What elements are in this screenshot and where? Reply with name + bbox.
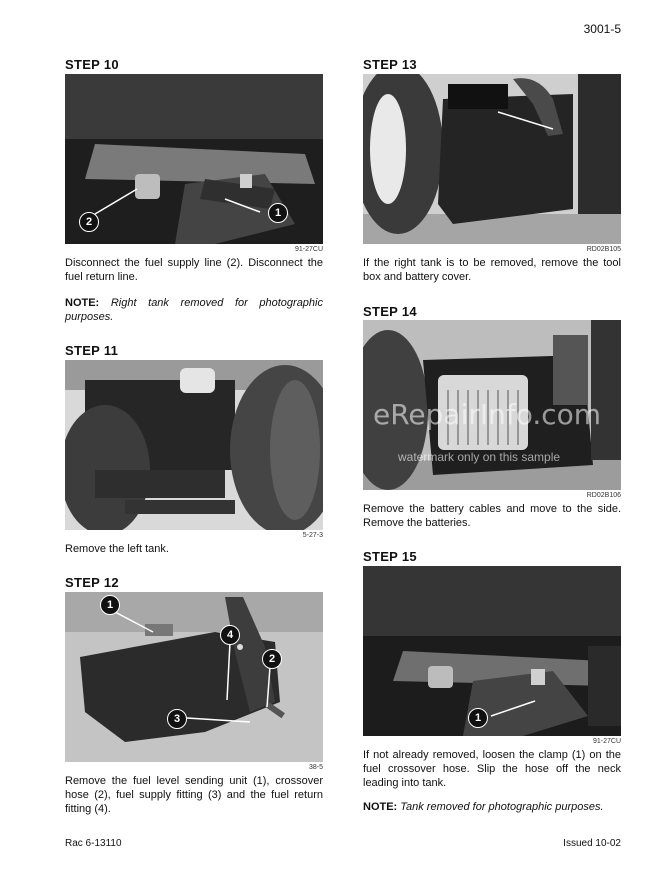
step-15-text: If not already removed, loosen the clamp (1) on the fuel crossover hose. Slip the hose off the neck leading into tank. — [363, 749, 621, 789]
step-11-title: STEP 11 — [65, 343, 119, 358]
step-11-figure-code: 5-27-3 — [302, 532, 323, 539]
step-12-text: Remove the fuel level sending unit (1), crossover hose (2), fuel supply fitting (3) and the fuel return fitting (4). — [65, 775, 323, 815]
step-12-callout-1: 1 — [100, 595, 120, 615]
step-13-title: STEP 13 — [363, 57, 417, 72]
step-10-title: STEP 10 — [65, 57, 119, 72]
step-15-figure-code: 91-27CU — [592, 738, 621, 745]
step-15-callout-1: 1 — [468, 708, 488, 728]
step-14-text: Remove the battery cables and move to the side. Remove the batteries. — [363, 503, 621, 529]
note-label: NOTE: — [65, 297, 100, 309]
step-12-callout-4: 4 — [220, 625, 240, 645]
footer-document-number: Rac 6-13110 — [65, 838, 122, 849]
step-14-figure-code: RD02B106 — [586, 492, 621, 499]
step-13-photo — [363, 74, 621, 244]
step-10-callout-1: 1 — [268, 203, 288, 223]
step-10-text: Disconnect the fuel supply line (2). Disconnect the fuel return line. — [65, 257, 323, 283]
watermark-title: eRepairInfo.com — [373, 398, 602, 431]
step-14-photo — [363, 320, 621, 490]
step-10-callout-2: 2 — [79, 212, 99, 232]
page-number: 3001-5 — [583, 22, 621, 36]
step-12-photo — [65, 592, 323, 762]
step-11-photo — [65, 360, 323, 530]
note-label: NOTE: — [363, 801, 398, 813]
step-14-title: STEP 14 — [363, 304, 417, 319]
watermark-subtitle: watermark only on this sample — [398, 450, 561, 464]
step-10-photo — [65, 74, 323, 244]
step-12-title: STEP 12 — [65, 575, 119, 590]
step-15-title: STEP 15 — [363, 549, 417, 564]
step-11-text: Remove the left tank. — [65, 543, 169, 555]
footer-issue-date: Issued 10-02 — [563, 838, 621, 849]
step-10-figure-code: 91-27CU — [294, 246, 323, 253]
step-12-figure-code: 38-5 — [308, 764, 323, 771]
note-text: Right tank removed for photographic purposes. — [65, 297, 323, 323]
note-text: Tank removed for photographic purposes. — [400, 801, 604, 813]
step-13-figure-code: RD02B105 — [586, 246, 621, 253]
step-12-callout-2: 2 — [262, 649, 282, 669]
step-12-callout-3: 3 — [167, 709, 187, 729]
step-15-photo — [363, 566, 621, 736]
step-10-note — [65, 296, 323, 324]
step-13-text: If the right tank is to be removed, remove the tool box and battery cover. — [363, 257, 621, 283]
step-15-note — [363, 800, 621, 814]
